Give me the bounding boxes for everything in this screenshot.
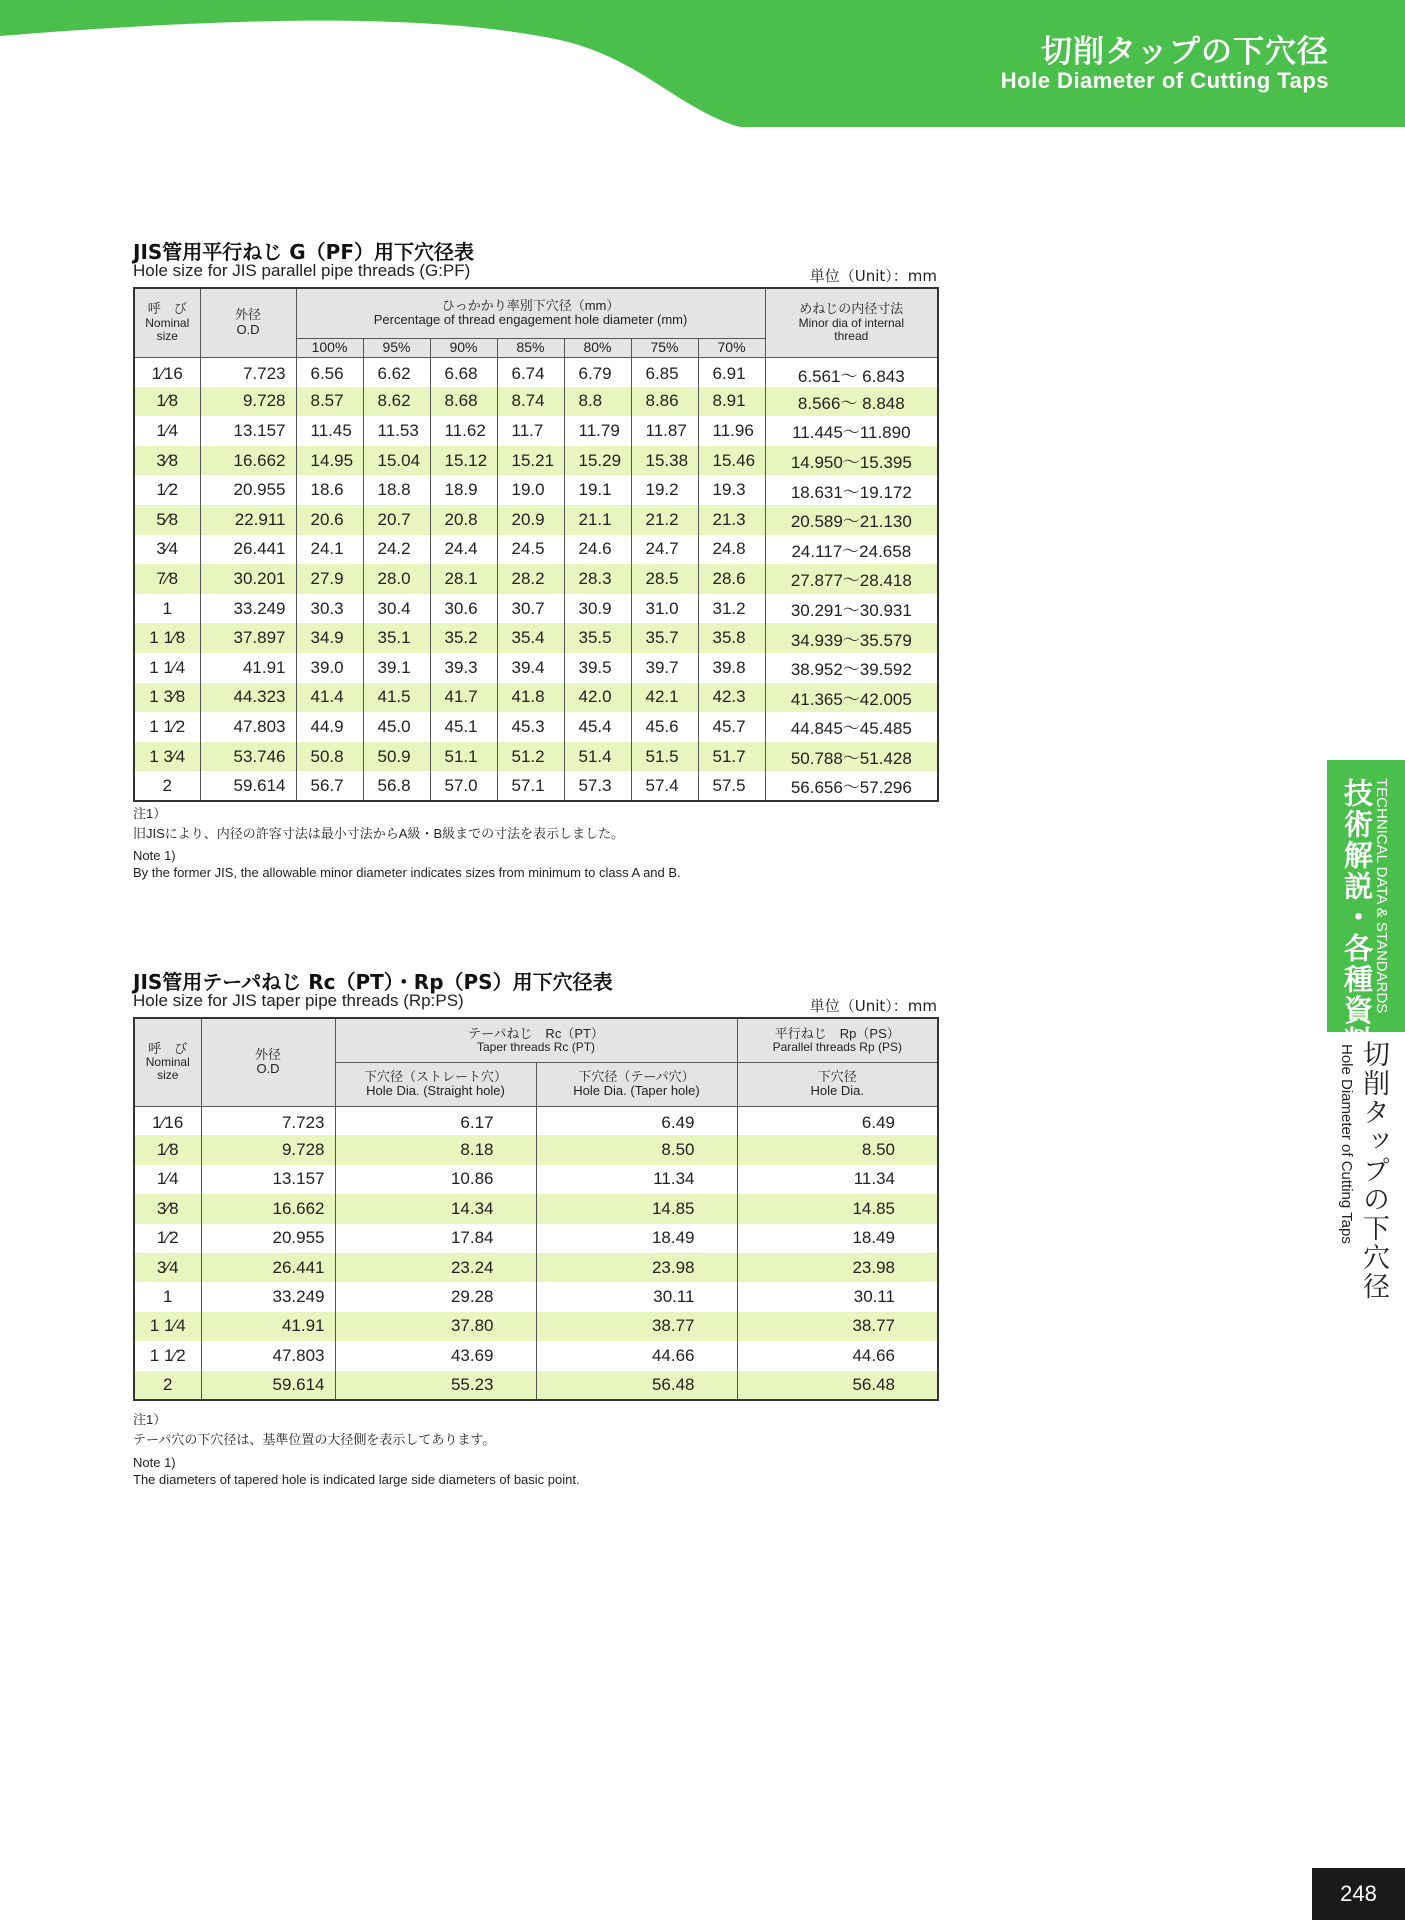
table-cell: 34.9 xyxy=(296,623,363,653)
nominal-size-cell: 3⁄8 xyxy=(134,446,200,476)
table-cell: 24.8 xyxy=(698,535,765,565)
table-row xyxy=(134,1371,938,1400)
table2 xyxy=(133,1017,939,1401)
table-cell: 11.53 xyxy=(363,416,430,446)
t2-note-label-en: Note 1) xyxy=(133,1455,176,1470)
table-cell: 26.441 xyxy=(200,535,296,565)
nominal-size-cell: 1⁄16 xyxy=(134,357,200,387)
table2-unit: 単位（Unit）：mm xyxy=(809,997,937,1015)
table-row xyxy=(134,771,938,801)
table-cell: 16.662 xyxy=(200,446,296,476)
table-cell: 35.7 xyxy=(631,623,698,653)
table-cell: 14.950～15.395 xyxy=(765,446,938,476)
table-row xyxy=(134,1106,938,1135)
table-cell: 24.117～24.658 xyxy=(765,535,938,565)
table-cell: 19.3 xyxy=(698,475,765,505)
nominal-size-cell: 1 3⁄4 xyxy=(134,742,200,772)
table-cell: 39.7 xyxy=(631,653,698,683)
nominal-size-cell: 1 1⁄4 xyxy=(134,1312,201,1341)
table-cell: 39.1 xyxy=(363,653,430,683)
table-cell: 24.6 xyxy=(564,535,631,565)
t1-note-label-en: Note 1) xyxy=(133,848,176,863)
table-cell: 37.80 xyxy=(335,1312,536,1341)
table-cell: 14.85 xyxy=(737,1194,938,1223)
side-label-en: Hole Diameter of Cutting Taps xyxy=(1338,1044,1355,1244)
table-cell: 24.2 xyxy=(363,535,430,565)
side-tab-en: TECHNICAL DATA & STANDARDS xyxy=(1373,778,1390,1014)
table-cell: 8.74 xyxy=(497,387,564,417)
table-cell: 38.952～39.592 xyxy=(765,653,938,683)
table-cell: 57.1 xyxy=(497,771,564,801)
table-row xyxy=(134,1312,938,1341)
table-cell: 51.4 xyxy=(564,742,631,772)
table-cell: 30.11 xyxy=(536,1282,737,1311)
table-cell: 11.62 xyxy=(430,416,497,446)
table-cell: 39.0 xyxy=(296,653,363,683)
table-cell: 20.9 xyxy=(497,505,564,535)
table-cell: 30.3 xyxy=(296,594,363,624)
table1 xyxy=(133,287,939,802)
t2-head-nominal: 呼 び Nominal size xyxy=(134,1018,201,1106)
table-cell: 8.91 xyxy=(698,387,765,417)
table-row xyxy=(134,1194,938,1223)
nominal-size-cell: 1⁄2 xyxy=(134,1224,201,1253)
table-cell: 43.69 xyxy=(335,1341,536,1370)
table-cell: 6.68 xyxy=(430,357,497,387)
table-cell: 8.50 xyxy=(737,1135,938,1164)
table-cell: 50.788～51.428 xyxy=(765,742,938,772)
t2-note-en: The diameters of tapered hole is indicated large side diameters of basic point. xyxy=(133,1472,580,1487)
nominal-size-cell: 7⁄8 xyxy=(134,564,200,594)
table1-unit: 単位（Unit）：mm xyxy=(809,267,937,285)
table-cell: 18.49 xyxy=(737,1224,938,1253)
table-row xyxy=(134,564,938,594)
table-cell: 6.49 xyxy=(536,1106,737,1135)
table-cell: 15.38 xyxy=(631,446,698,476)
table-cell: 31.2 xyxy=(698,594,765,624)
table2-subtitle: Hole size for JIS taper pipe threads (Rp:PS) xyxy=(133,991,464,1010)
table-cell: 35.8 xyxy=(698,623,765,653)
table-row xyxy=(134,357,938,387)
table-cell: 21.3 xyxy=(698,505,765,535)
table-cell: 57.4 xyxy=(631,771,698,801)
table-cell: 8.566～ 8.848 xyxy=(765,387,938,417)
table-cell: 41.91 xyxy=(200,653,296,683)
table-row xyxy=(134,446,938,476)
table-cell: 30.201 xyxy=(200,564,296,594)
table-cell: 13.157 xyxy=(200,416,296,446)
table-cell: 56.48 xyxy=(536,1371,737,1400)
t2-note-label-jp: 注1） xyxy=(133,1412,167,1427)
table-cell: 6.49 xyxy=(737,1106,938,1135)
table-cell: 33.249 xyxy=(201,1282,335,1311)
nominal-size-cell: 3⁄4 xyxy=(134,1253,201,1282)
table-row xyxy=(134,416,938,446)
table-cell: 8.57 xyxy=(296,387,363,417)
table-cell: 11.96 xyxy=(698,416,765,446)
t2-head-taper: テーパねじ Rc（PT） Taper threads Rc (PT) xyxy=(335,1018,737,1062)
table-cell: 50.9 xyxy=(363,742,430,772)
table-cell: 8.18 xyxy=(335,1135,536,1164)
table-row xyxy=(134,505,938,535)
table-cell: 18.49 xyxy=(536,1224,737,1253)
table-cell: 11.445～11.890 xyxy=(765,416,938,446)
table-cell: 45.7 xyxy=(698,712,765,742)
side-label-jp: 切削タップの下穴径 xyxy=(1358,1040,1389,1301)
table-cell: 28.3 xyxy=(564,564,631,594)
table-cell: 18.9 xyxy=(430,475,497,505)
table-cell: 20.955 xyxy=(200,475,296,505)
t2-head-od: 外径 O.D xyxy=(201,1018,335,1106)
table-cell: 41.365～42.005 xyxy=(765,683,938,713)
table-cell: 45.1 xyxy=(430,712,497,742)
table-row xyxy=(134,683,938,713)
table-cell: 11.79 xyxy=(564,416,631,446)
t1-note-label-jp: 注1） xyxy=(133,806,167,821)
table-cell: 19.2 xyxy=(631,475,698,505)
table-cell: 15.12 xyxy=(430,446,497,476)
table-cell: 16.662 xyxy=(201,1194,335,1223)
table-row xyxy=(134,387,938,417)
table-cell: 51.7 xyxy=(698,742,765,772)
side-tab-jp: 技術解説・各種資料 xyxy=(1340,778,1374,1057)
table-cell: 59.614 xyxy=(201,1371,335,1400)
t1-head-pct: 70% xyxy=(698,338,765,357)
t1-head-minor: めねじの内径寸法 Minor dia of internal thread xyxy=(765,288,938,357)
table-row xyxy=(134,1135,938,1164)
table-cell: 44.66 xyxy=(536,1341,737,1370)
table-cell: 38.77 xyxy=(536,1312,737,1341)
table-cell: 13.157 xyxy=(201,1165,335,1194)
table-row xyxy=(134,712,938,742)
table-row xyxy=(134,623,938,653)
nominal-size-cell: 1⁄8 xyxy=(134,1135,201,1164)
table-cell: 59.614 xyxy=(200,771,296,801)
table-row xyxy=(134,1282,938,1311)
t2-head-parallel: 平行ねじ Rp（PS） Parallel threads Rp (PS) xyxy=(737,1018,938,1062)
table-cell: 37.897 xyxy=(200,623,296,653)
table-cell: 41.91 xyxy=(201,1312,335,1341)
table-cell: 31.0 xyxy=(631,594,698,624)
table-cell: 6.79 xyxy=(564,357,631,387)
table-cell: 55.23 xyxy=(335,1371,536,1400)
table-cell: 44.66 xyxy=(737,1341,938,1370)
table-cell: 57.0 xyxy=(430,771,497,801)
table-cell: 28.0 xyxy=(363,564,430,594)
table-cell: 14.95 xyxy=(296,446,363,476)
table-cell: 10.86 xyxy=(335,1165,536,1194)
table-cell: 14.34 xyxy=(335,1194,536,1223)
t1-note-en: By the former JIS, the allowable minor diameter indicates sizes from minimum to class A and B. xyxy=(133,865,681,880)
table2-title: JIS管用テーパねじ Rc（PT）・Rp（PS）用下穴径表 xyxy=(133,970,613,994)
t1-head-pct: 85% xyxy=(497,338,564,357)
table-cell: 45.4 xyxy=(564,712,631,742)
nominal-size-cell: 1 1⁄4 xyxy=(134,653,200,683)
table-cell: 20.589～21.130 xyxy=(765,505,938,535)
table-cell: 28.2 xyxy=(497,564,564,594)
table-cell: 28.6 xyxy=(698,564,765,594)
table-cell: 6.56 xyxy=(296,357,363,387)
table-cell: 51.5 xyxy=(631,742,698,772)
table-cell: 9.728 xyxy=(201,1135,335,1164)
table-cell: 19.0 xyxy=(497,475,564,505)
table1-title: JIS管用平行ねじ G（PF）用下穴径表 xyxy=(133,240,474,264)
table-cell: 6.17 xyxy=(335,1106,536,1135)
table-cell: 22.911 xyxy=(200,505,296,535)
table-cell: 42.0 xyxy=(564,683,631,713)
table-cell: 6.62 xyxy=(363,357,430,387)
table-cell: 18.6 xyxy=(296,475,363,505)
table-cell: 15.21 xyxy=(497,446,564,476)
table-cell: 20.6 xyxy=(296,505,363,535)
table-cell: 27.877～28.418 xyxy=(765,564,938,594)
table-cell: 11.7 xyxy=(497,416,564,446)
table-cell: 26.441 xyxy=(201,1253,335,1282)
table-cell: 11.87 xyxy=(631,416,698,446)
table-cell: 35.5 xyxy=(564,623,631,653)
page-number: 248 xyxy=(1312,1868,1405,1920)
nominal-size-cell: 2 xyxy=(134,1371,201,1400)
table-cell: 15.46 xyxy=(698,446,765,476)
table-cell: 34.939～35.579 xyxy=(765,623,938,653)
table-cell: 28.1 xyxy=(430,564,497,594)
header-title-jp: 切削タップの下穴径 xyxy=(1041,34,1329,70)
table-cell: 44.323 xyxy=(200,683,296,713)
table-cell: 57.3 xyxy=(564,771,631,801)
t1-head-pct: 95% xyxy=(363,338,430,357)
table-cell: 6.91 xyxy=(698,357,765,387)
table-cell: 8.50 xyxy=(536,1135,737,1164)
table-cell: 47.803 xyxy=(201,1341,335,1370)
t2-note-jp: テーパ穴の下穴径は、基準位置の大径側を表示してあります。 xyxy=(133,1432,496,1447)
t1-head-pct: 80% xyxy=(564,338,631,357)
nominal-size-cell: 1⁄4 xyxy=(134,416,200,446)
table-cell: 23.24 xyxy=(335,1253,536,1282)
table-cell: 18.631～19.172 xyxy=(765,475,938,505)
table-cell: 11.45 xyxy=(296,416,363,446)
table-cell: 23.98 xyxy=(737,1253,938,1282)
table-cell: 33.249 xyxy=(200,594,296,624)
table-cell: 18.8 xyxy=(363,475,430,505)
nominal-size-cell: 1⁄2 xyxy=(134,475,200,505)
t1-head-od: 外径 O.D xyxy=(200,288,296,357)
nominal-size-cell: 5⁄8 xyxy=(134,505,200,535)
t1-head-nominal: 呼 び Nominal size xyxy=(134,288,200,357)
table-cell: 57.5 xyxy=(698,771,765,801)
table-cell: 28.5 xyxy=(631,564,698,594)
nominal-size-cell: 1⁄16 xyxy=(134,1106,201,1135)
table-cell: 42.1 xyxy=(631,683,698,713)
table-cell: 51.2 xyxy=(497,742,564,772)
table-cell: 39.4 xyxy=(497,653,564,683)
table-cell: 17.84 xyxy=(335,1224,536,1253)
table-cell: 44.9 xyxy=(296,712,363,742)
table-row xyxy=(134,742,938,772)
table-cell: 24.4 xyxy=(430,535,497,565)
table-cell: 15.04 xyxy=(363,446,430,476)
table-cell: 23.98 xyxy=(536,1253,737,1282)
table-row xyxy=(134,594,938,624)
table-cell: 9.728 xyxy=(200,387,296,417)
t1-head-pct: 100% xyxy=(296,338,363,357)
table-cell: 56.8 xyxy=(363,771,430,801)
table-cell: 6.85 xyxy=(631,357,698,387)
table-cell: 41.4 xyxy=(296,683,363,713)
t2-head-holedia: 下穴径 Hole Dia. xyxy=(737,1062,938,1106)
table-row xyxy=(134,535,938,565)
table-cell: 50.8 xyxy=(296,742,363,772)
nominal-size-cell: 1 1⁄8 xyxy=(134,623,200,653)
table-cell: 30.9 xyxy=(564,594,631,624)
table-row xyxy=(134,1253,938,1282)
table-row xyxy=(134,1224,938,1253)
table-cell: 11.34 xyxy=(536,1165,737,1194)
table-cell: 8.62 xyxy=(363,387,430,417)
table-row xyxy=(134,475,938,505)
table-cell: 30.291～30.931 xyxy=(765,594,938,624)
table-cell: 6.74 xyxy=(497,357,564,387)
table-cell: 30.4 xyxy=(363,594,430,624)
table-cell: 8.8 xyxy=(564,387,631,417)
table-cell: 39.3 xyxy=(430,653,497,683)
table-cell: 7.723 xyxy=(200,357,296,387)
table-cell: 39.5 xyxy=(564,653,631,683)
table-cell: 45.3 xyxy=(497,712,564,742)
table-cell: 24.7 xyxy=(631,535,698,565)
table-cell: 29.28 xyxy=(335,1282,536,1311)
nominal-size-cell: 1 xyxy=(134,1282,201,1311)
table-cell: 7.723 xyxy=(201,1106,335,1135)
table-cell: 24.5 xyxy=(497,535,564,565)
table-cell: 35.4 xyxy=(497,623,564,653)
table-cell: 45.0 xyxy=(363,712,430,742)
table-cell: 35.2 xyxy=(430,623,497,653)
table-cell: 30.7 xyxy=(497,594,564,624)
table-cell: 38.77 xyxy=(737,1312,938,1341)
table-cell: 56.656～57.296 xyxy=(765,771,938,801)
table-cell: 41.8 xyxy=(497,683,564,713)
nominal-size-cell: 1 xyxy=(134,594,200,624)
table-cell: 30.6 xyxy=(430,594,497,624)
table-cell: 42.3 xyxy=(698,683,765,713)
table-cell: 14.85 xyxy=(536,1194,737,1223)
nominal-size-cell: 1 1⁄2 xyxy=(134,1341,201,1370)
table-cell: 24.1 xyxy=(296,535,363,565)
table-row xyxy=(134,1341,938,1370)
table-cell: 8.68 xyxy=(430,387,497,417)
table-cell: 20.7 xyxy=(363,505,430,535)
table-cell: 51.1 xyxy=(430,742,497,772)
table-cell: 56.7 xyxy=(296,771,363,801)
table-cell: 19.1 xyxy=(564,475,631,505)
table-cell: 44.845～45.485 xyxy=(765,712,938,742)
t1-note-jp: 旧JISにより、内径の許容寸法は最小寸法からA級・B級までの寸法を表示しました。 xyxy=(133,826,625,841)
nominal-size-cell: 2 xyxy=(134,771,200,801)
table-cell: 41.7 xyxy=(430,683,497,713)
nominal-size-cell: 1 3⁄8 xyxy=(134,683,200,713)
nominal-size-cell: 1⁄4 xyxy=(134,1165,201,1194)
t1-head-percentage: ひっかかり率別下穴径（mm） Percentage of thread engagement hole diameter (mm) xyxy=(296,288,765,338)
table-cell: 21.1 xyxy=(564,505,631,535)
table-cell: 47.803 xyxy=(200,712,296,742)
header-title-en: Hole Diameter of Cutting Taps xyxy=(1000,68,1329,93)
table-row xyxy=(134,653,938,683)
t2-head-taperhole: 下穴径（テーパ穴） Hole Dia. (Taper hole) xyxy=(536,1062,737,1106)
table-cell: 20.955 xyxy=(201,1224,335,1253)
table-row xyxy=(134,1165,938,1194)
table-cell: 6.561～ 6.843 xyxy=(765,357,938,387)
nominal-size-cell: 3⁄4 xyxy=(134,535,200,565)
table-cell: 45.6 xyxy=(631,712,698,742)
table-cell: 21.2 xyxy=(631,505,698,535)
t2-head-straight: 下穴径（ストレート穴） Hole Dia. (Straight hole) xyxy=(335,1062,536,1106)
table-cell: 11.34 xyxy=(737,1165,938,1194)
table-cell: 39.8 xyxy=(698,653,765,683)
nominal-size-cell: 1 1⁄2 xyxy=(134,712,200,742)
t1-head-pct: 90% xyxy=(430,338,497,357)
nominal-size-cell: 3⁄8 xyxy=(134,1194,201,1223)
table-cell: 20.8 xyxy=(430,505,497,535)
table1-subtitle: Hole size for JIS parallel pipe threads (G:PF) xyxy=(133,261,471,280)
table-cell: 8.86 xyxy=(631,387,698,417)
table-cell: 30.11 xyxy=(737,1282,938,1311)
table-cell: 56.48 xyxy=(737,1371,938,1400)
t1-head-pct: 75% xyxy=(631,338,698,357)
nominal-size-cell: 1⁄8 xyxy=(134,387,200,417)
table-cell: 27.9 xyxy=(296,564,363,594)
table-cell: 35.1 xyxy=(363,623,430,653)
table-cell: 15.29 xyxy=(564,446,631,476)
table-cell: 53.746 xyxy=(200,742,296,772)
table-cell: 41.5 xyxy=(363,683,430,713)
